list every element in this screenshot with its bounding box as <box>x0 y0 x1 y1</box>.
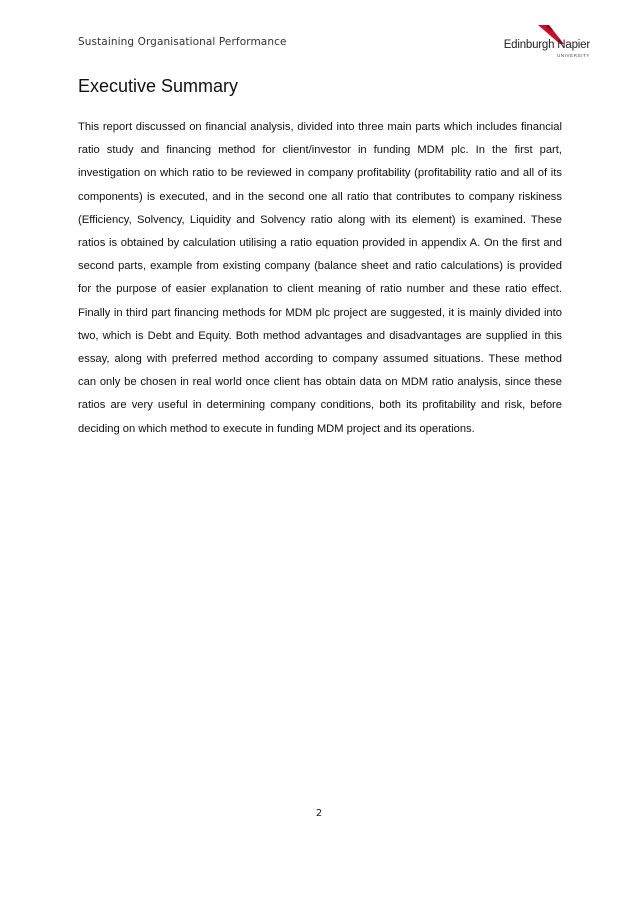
executive-summary-paragraph: This report discussed on financial analysis, divided into three main parts which includes financial ratio study and financing method for client/investor in funding MDM plc. In the first part, investigation on which ratio to be reviewed in company profitability (profitability ratio and all of its components) is executed, and in the second one all ratio that contributes to company riskiness (Efficiency, Solvency, Liquidity and Solvency ratio along with its element) is examined. These ratios is obtained by calculation utilising a ratio equation provided in appendix A. On the first and second parts, example from existing company (balance sheet and ratio calculations) is provided for the purpose of easier explanation to client meaning of ratio number and these ratio effect. Finally in third part financing methods for MDM plc project are suggested, it is mainly divided into two, which is Debt and Equity. Both method advantages and disadvantages are supplied in this essay, along with preferred method according to company assumed situations. These method can only be chosen in real world once client has obtain data on MDM ratio analysis, since these ratios are very useful in determining company conditions, both its profitability and risk, before deciding on which method to execute in funding MDM project and its operations. <box>78 121 562 435</box>
document-header-title: Sustaining Organisational Performance <box>78 36 287 48</box>
university-logo <box>488 24 598 62</box>
page-number: 2 <box>315 808 323 819</box>
logo-subtitle: UNIVERSITY <box>556 53 590 58</box>
logo-name: Edinburgh Napier <box>503 39 590 51</box>
section-heading: Executive Summary <box>78 76 239 96</box>
